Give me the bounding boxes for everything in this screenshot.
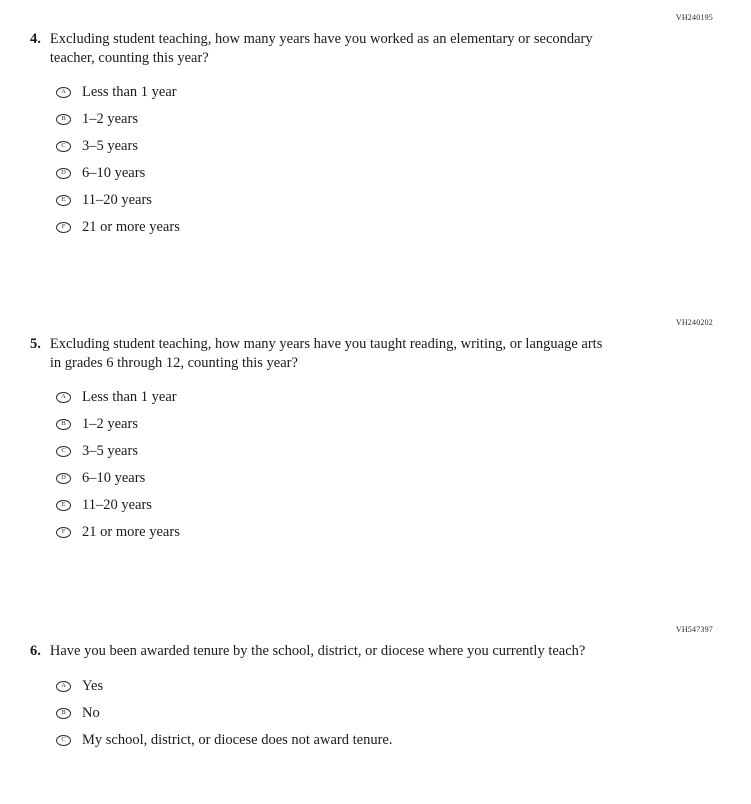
answer-bubble[interactable]: E: [56, 195, 71, 206]
option-label: 11–20 years: [82, 497, 152, 513]
answer-bubble[interactable]: A: [56, 87, 71, 98]
answer-bubble[interactable]: C: [56, 446, 71, 457]
question-block-5: [0, 318, 751, 546]
option-label: 3–5 years: [82, 443, 138, 459]
question-number: 4.: [30, 31, 41, 47]
option-row[interactable]: [56, 411, 751, 438]
answer-bubble[interactable]: C: [56, 141, 71, 152]
option-row[interactable]: [56, 519, 751, 546]
option-row[interactable]: [56, 700, 751, 727]
option-label: 1–2 years: [82, 111, 138, 127]
option-label: Less than 1 year: [82, 84, 177, 100]
question-text: Excluding student teaching, how many years have you taught reading, writing, or language arts in grades 6 through 12, counting this year?: [49, 336, 603, 371]
option-row[interactable]: [56, 384, 751, 411]
answer-bubble[interactable]: C: [56, 735, 71, 746]
answer-bubble[interactable]: A: [56, 392, 71, 403]
option-label: 21 or more years: [82, 219, 180, 235]
option-row[interactable]: [56, 465, 751, 492]
answer-bubble[interactable]: F: [56, 222, 71, 233]
answer-bubble[interactable]: F: [56, 527, 71, 538]
question-row: [30, 30, 751, 67]
option-label: 1–2 years: [82, 416, 138, 432]
answer-bubble[interactable]: B: [56, 708, 71, 719]
option-row[interactable]: [56, 438, 751, 465]
answer-bubble[interactable]: E: [56, 500, 71, 511]
question-code: VH547397: [675, 625, 713, 634]
answer-bubble[interactable]: D: [56, 168, 71, 179]
question-block-6: [0, 625, 751, 754]
answer-bubble[interactable]: D: [56, 473, 71, 484]
option-label: 11–20 years: [82, 192, 152, 208]
answer-bubble[interactable]: B: [56, 114, 71, 125]
option-label: My school, district, or diocese does not award tenure.: [82, 731, 393, 748]
option-row[interactable]: [56, 187, 751, 214]
question-row: [30, 642, 751, 661]
option-label: 3–5 years: [82, 138, 138, 154]
option-row[interactable]: [56, 133, 751, 160]
option-row[interactable]: [56, 214, 751, 241]
question-number: 5.: [30, 336, 41, 352]
option-row[interactable]: [56, 79, 751, 106]
question-code: VH240202: [675, 318, 713, 327]
option-label: 6–10 years: [82, 165, 146, 181]
question-text: Have you been awarded tenure by the school, district, or diocese where you currently teach?: [49, 643, 586, 659]
options-list: [56, 384, 751, 546]
answer-bubble[interactable]: A: [56, 681, 71, 692]
answer-bubble[interactable]: B: [56, 419, 71, 430]
option-label: 6–10 years: [82, 470, 146, 486]
option-label: 21 or more years: [82, 524, 180, 540]
option-row[interactable]: [56, 727, 751, 754]
question-number: 6.: [30, 643, 41, 659]
question-block-4: [0, 13, 751, 241]
options-list: [56, 79, 751, 241]
option-label: Yes: [82, 677, 104, 694]
option-row[interactable]: [56, 106, 751, 133]
option-row[interactable]: [56, 673, 751, 700]
options-list: [56, 673, 751, 754]
option-row[interactable]: [56, 492, 751, 519]
question-row: [30, 335, 751, 372]
question-code: VH240195: [675, 13, 713, 22]
option-label: Less than 1 year: [82, 389, 177, 405]
question-text: Excluding student teaching, how many years have you worked as an elementary or secondary teacher, counting this year?: [49, 31, 593, 66]
option-row[interactable]: [56, 160, 751, 187]
option-label: No: [82, 704, 100, 721]
